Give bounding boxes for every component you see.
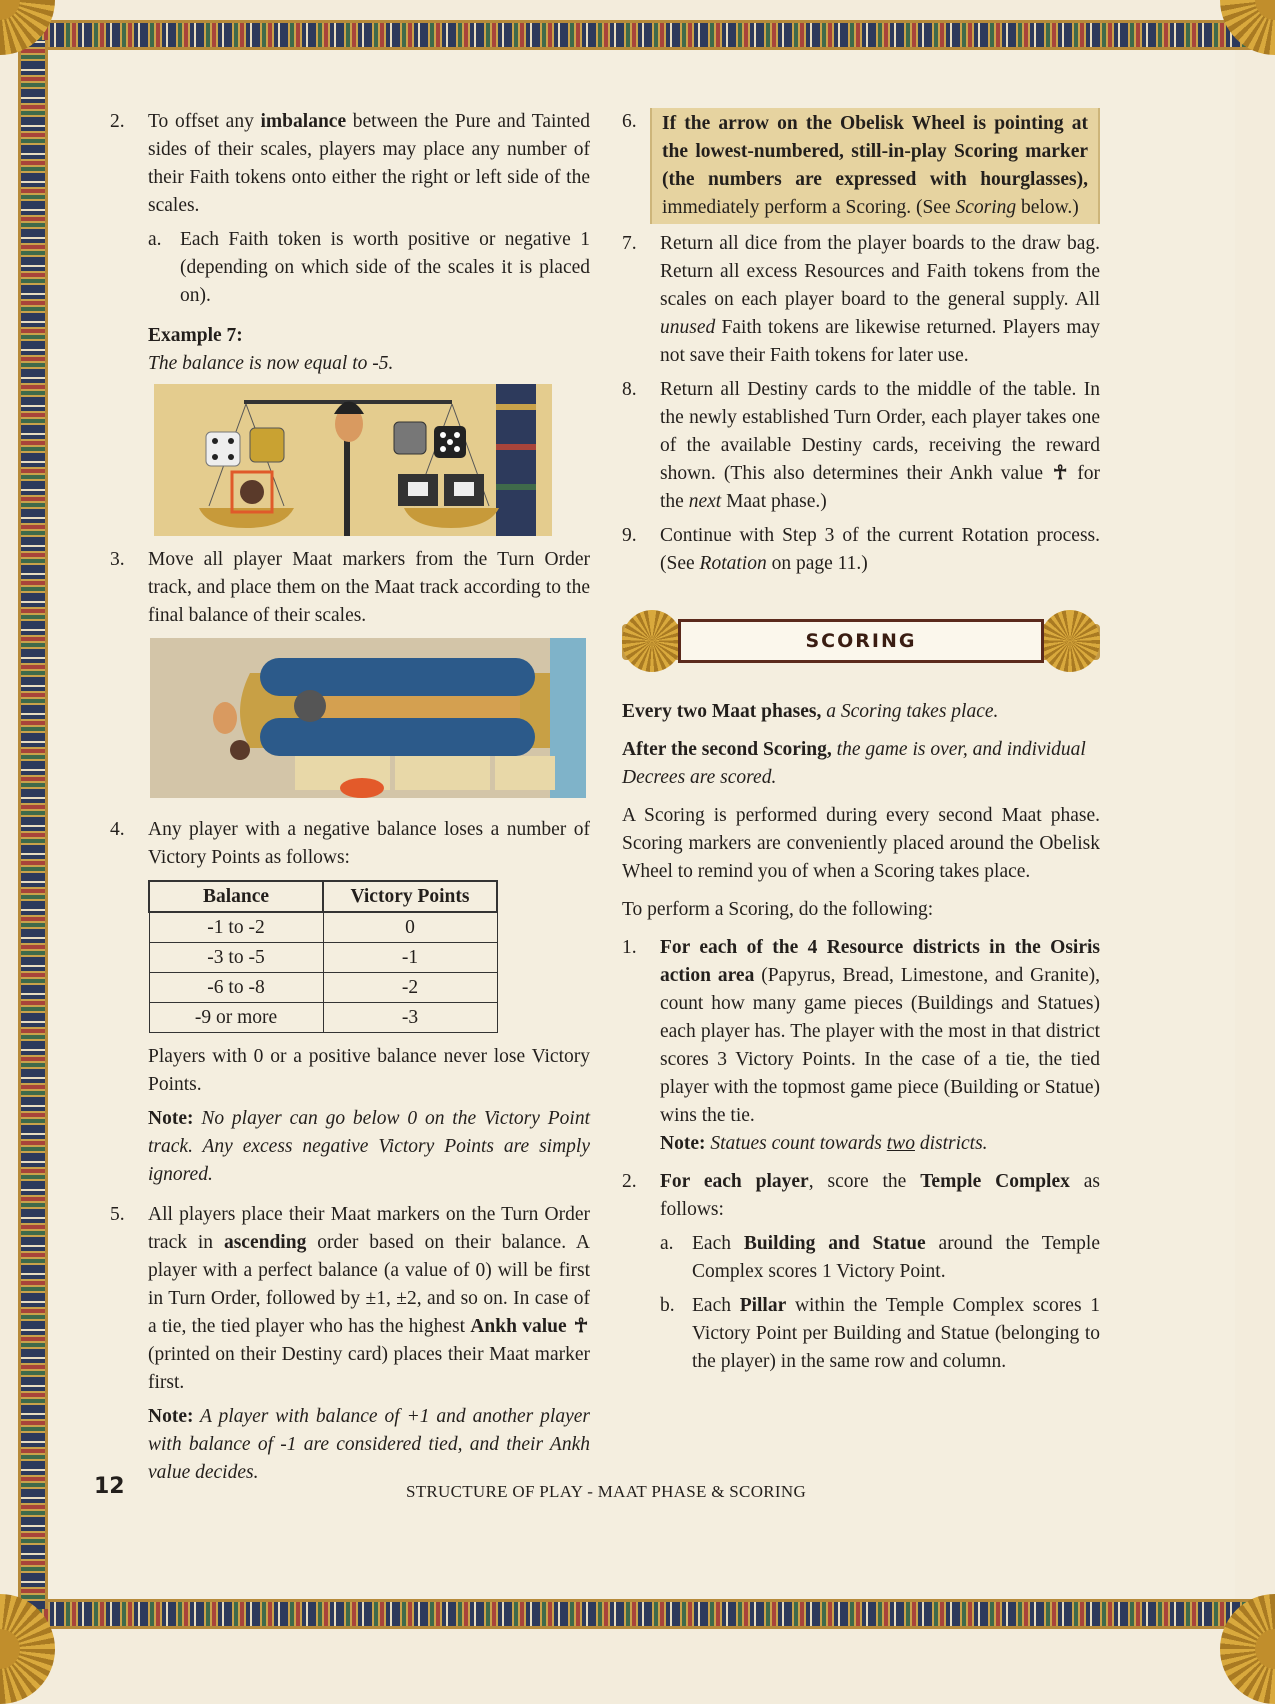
scoring-intro-2 — [622, 736, 1100, 792]
text: between the Pure and Tainted sides of their scales, players may place any number of their Faith tokens onto either the right or left side of the scales. — [148, 111, 590, 216]
scoring-banner — [622, 610, 1100, 672]
bold-text: imbalance — [260, 111, 347, 132]
bold-text: Pillar — [739, 1295, 787, 1316]
note-label: Note: — [660, 1133, 706, 1154]
note-text: No player can go below 0 on the Victory Point track. Any excess negative Victory Points are simply ignored. — [148, 1108, 590, 1185]
step-3 — [110, 546, 590, 630]
column-header-balance: Balance — [149, 881, 323, 912]
table-cell: -9 or more — [149, 1003, 323, 1033]
scoring-step-2 — [622, 1168, 1100, 1224]
victory-points-table — [148, 880, 498, 1033]
step-number: 2. — [622, 1171, 637, 1192]
text: Players with 0 or a positive balance never lose Victory Points. — [148, 1046, 590, 1095]
text: Return all dice from the player boards to the draw bag. Return all excess Resources and Faith tokens from the scales on each player board to the general supply. All — [660, 233, 1100, 310]
example-7 — [110, 322, 590, 378]
table-cell: -3 — [323, 1003, 497, 1033]
step-2a-wrap — [110, 226, 590, 310]
right-column — [622, 108, 1100, 1382]
note-2 — [110, 1403, 590, 1487]
step-number: 9. — [622, 525, 637, 546]
underlined-text: two — [886, 1133, 915, 1154]
table-cell: -2 — [323, 973, 497, 1003]
text: Continue with Step 3 of the current Rotation process. (See — [660, 525, 1100, 574]
step-7 — [622, 230, 1100, 370]
scoring-step-2-subitems — [622, 1230, 1100, 1376]
italic-text: Rotation — [699, 553, 767, 574]
bold-text: Ankh value — [470, 1316, 567, 1337]
table-row — [149, 1003, 497, 1033]
table-cell: -1 to -2 — [149, 912, 323, 943]
italic-text: Scoring — [955, 197, 1017, 218]
text: around the Temple Complex scores 1 Victory Point. — [692, 1233, 1100, 1282]
maat-track-image — [150, 638, 586, 798]
after-table-text — [110, 1043, 590, 1099]
text: Maat phase.) — [721, 491, 827, 512]
step-number: 7. — [622, 233, 637, 254]
text: All players place their Maat markers on the Turn Order track in — [148, 1204, 590, 1253]
step-number: 4. — [110, 819, 125, 840]
italic-text: Statues count towards — [705, 1133, 887, 1154]
italic-text: the game is over, and individual Decrees are scored. — [622, 739, 1086, 788]
scales-illustration — [154, 384, 552, 536]
step-number: 6. — [622, 111, 637, 132]
step-number: 1. — [622, 937, 637, 958]
table-cell: -1 — [323, 943, 497, 973]
step-8 — [622, 376, 1100, 516]
step-5 — [110, 1201, 590, 1397]
scoring-step-1 — [622, 934, 1100, 1158]
note-1 — [110, 1105, 590, 1189]
bottom-border — [0, 1599, 1275, 1629]
table-row — [149, 912, 497, 943]
text: Faith tokens are likewise returned. Players may not save their Faith tokens for later use. — [660, 317, 1100, 366]
text: below.) — [1016, 197, 1079, 218]
text: To offset any — [148, 111, 261, 132]
scoring-intro-1 — [622, 698, 1100, 726]
page-number: 12 — [94, 1474, 125, 1499]
table-row — [149, 973, 497, 1003]
highlight-box — [650, 108, 1100, 224]
maat-track-illustration — [150, 638, 586, 798]
text: Each — [692, 1233, 744, 1254]
bold-text: If the arrow on the Obelisk Wheel is pointing at the lowest-numbered, still-in-play Scoring marker (the numbers are expressed with hourglasses), — [662, 113, 1088, 190]
example-text: The balance is now equal to -5. — [148, 353, 394, 374]
bold-text: ascending — [223, 1232, 307, 1253]
scales-image — [154, 384, 552, 536]
step-letter: a. — [148, 229, 162, 250]
bold-text: Building and Statue — [743, 1233, 926, 1254]
italic-text: next — [688, 491, 722, 512]
bold-text: After the second Scoring, — [622, 739, 832, 760]
text: Move all player Maat markers from the Turn Order track, and place them on the Maat track according to the final balance of their scales. — [148, 549, 590, 626]
text: (printed on their Destiny card) places their Maat marker first. — [148, 1344, 590, 1393]
step-letter: a. — [660, 1233, 674, 1254]
note-label: Note: — [148, 1406, 194, 1427]
text: immediately perform a Scoring. (See — [662, 197, 956, 218]
bold-text: Every two Maat phases, — [622, 701, 822, 722]
text: Any player with a negative balance loses a number of Victory Points as follows: — [148, 819, 590, 868]
left-column — [110, 108, 590, 1493]
ankh-icon: ☥ — [1052, 463, 1068, 484]
scoring-heading: SCORING — [678, 619, 1044, 663]
step-2 — [110, 108, 590, 220]
text: for the — [660, 463, 1100, 512]
step-letter: b. — [660, 1295, 675, 1316]
italic-text: unused — [660, 317, 716, 338]
scoring-step-2b — [660, 1292, 1100, 1376]
text: , score the — [808, 1171, 921, 1192]
text: Return all Destiny cards to the middle of the table. In the newly established Turn Order, each player takes one of the available Destiny cards, receiving the reward shown. (This also determines their Ankh value — [660, 379, 1100, 484]
text: within the Temple Complex scores 1 Victory Point per Building and Statue (belonging to the player) in the same row and column. — [692, 1295, 1100, 1372]
step-9 — [622, 522, 1100, 578]
note-text: A player with balance of +1 and another player with balance of -1 are considered tied, and their Ankh value decides. — [148, 1406, 590, 1483]
text: as follows: — [660, 1171, 1101, 1220]
ankh-icon: ☥ — [573, 1316, 589, 1337]
column-header-victory-points: Victory Points — [323, 881, 497, 912]
top-border — [0, 20, 1275, 50]
text: (Papyrus, Bread, Limestone, and Granite), count how many game pieces (Buildings and Statues) each player has. The player with the most in that district scores 3 Victory Points. In the case of a tie, the tied player with the topmost game piece (Building or Statue) wins the tie. — [660, 965, 1100, 1126]
step-number: 5. — [110, 1204, 125, 1225]
footer-title: STRUCTURE OF PLAY - MAAT PHASE & SCORING — [405, 1482, 807, 1501]
step-4 — [110, 816, 590, 872]
table-cell: 0 — [323, 912, 497, 943]
step-number: 8. — [622, 379, 637, 400]
step-number: 2. — [110, 111, 125, 132]
step-number: 3. — [110, 549, 125, 570]
bold-text: Temple Complex — [920, 1171, 1070, 1192]
banner-fan-left — [622, 610, 682, 672]
table-cell: -6 to -8 — [149, 973, 323, 1003]
scoring-instructions: To perform a Scoring, do the following: — [622, 899, 934, 920]
text: on page 11.) — [766, 553, 868, 574]
table-cell: -3 to -5 — [149, 943, 323, 973]
step-6 — [622, 108, 1100, 224]
italic-text: a Scoring takes place. — [821, 701, 999, 722]
banner-fan-right — [1040, 610, 1100, 672]
step-2a — [148, 226, 590, 310]
left-border — [18, 40, 48, 1609]
scoring-paragraph: A Scoring is performed during every second Maat phase. Scoring markers are conveniently placed around the Obelisk Wheel to remind you of when a Scoring takes place. — [622, 805, 1100, 882]
table-row — [149, 943, 497, 973]
text: Each Faith token is worth positive or negative 1 (depending on which side of the scales it is placed on). — [180, 229, 590, 306]
example-title: Example 7: — [148, 325, 243, 346]
bold-text: For each player — [660, 1171, 809, 1192]
scoring-step-2a — [660, 1230, 1100, 1286]
table-header-row — [149, 881, 497, 912]
italic-text: districts. — [914, 1133, 988, 1154]
note-label: Note: — [148, 1108, 194, 1129]
bold-text: For each of the 4 Resource districts in the Osiris action area — [660, 937, 1100, 986]
text: Each — [692, 1295, 740, 1316]
text: order based on their balance. A player with a perfect balance (a value of 0) will be first in Turn Order, followed by ±1, ±2, and so on. In case of a tie, the tied player who has the highest — [148, 1232, 590, 1337]
